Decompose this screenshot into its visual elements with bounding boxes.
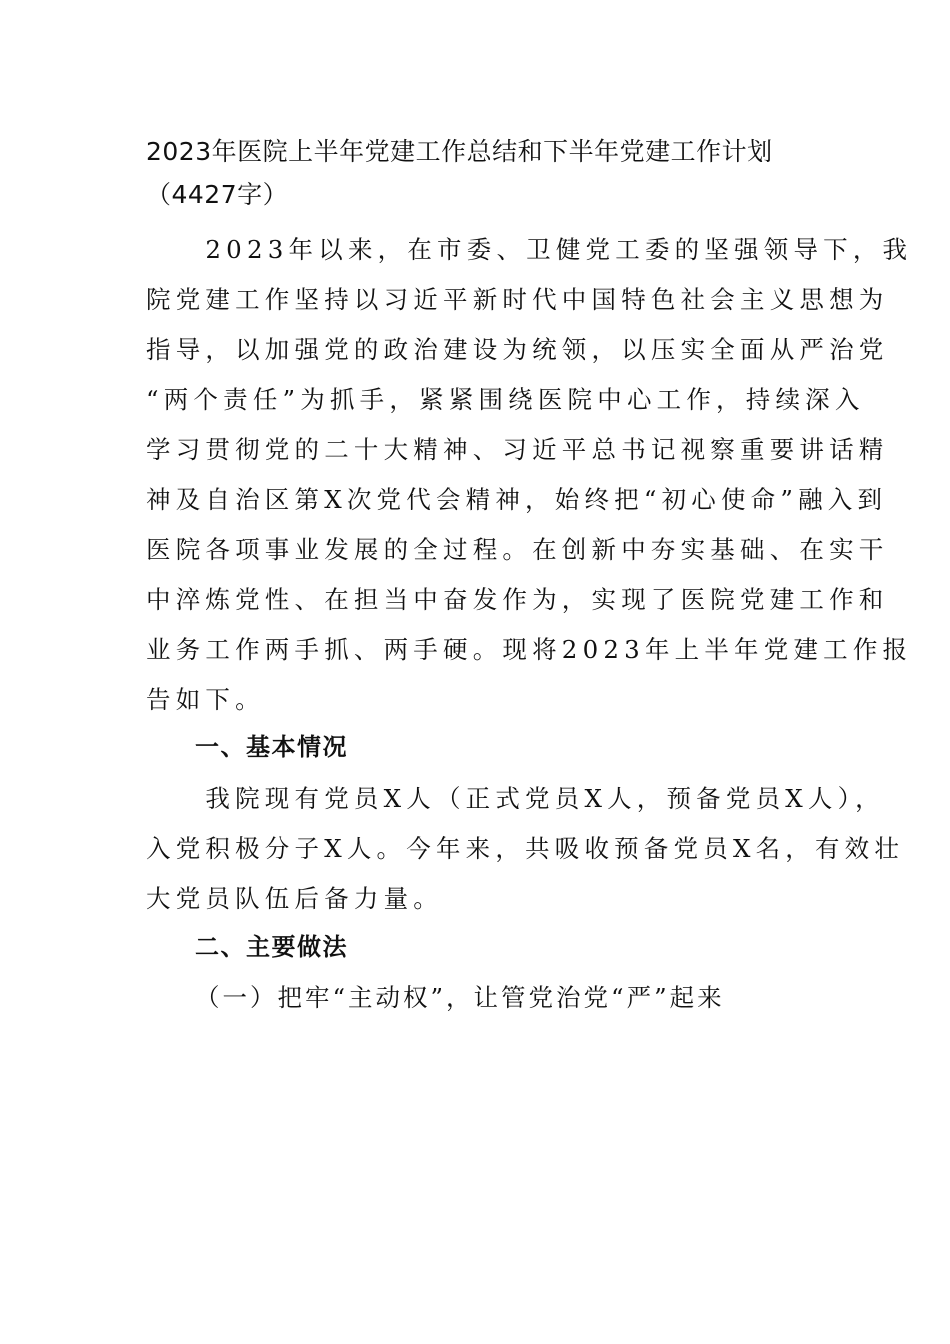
intro-line: 2023年以来，在市委、卫健党工委的坚强领导下，我 <box>146 235 913 264</box>
document-title <box>146 130 816 216</box>
intro-line: 学习贯彻党的二十大精神、习近平总书记视察重要讲话精 <box>146 435 889 464</box>
intro-line: 中淬炼党性、在担当中奋发作为，实现了医院党建工作和 <box>146 585 889 614</box>
intro-line: 医院各项事业发展的全过程。在创新中夯实基础、在实干 <box>146 535 889 564</box>
intro-line: 神及自治区第X次党代会精神，始终把“初心使命”融入到 <box>146 485 888 514</box>
intro-line: 院党建工作坚持以习近平新时代中国特色社会主义思想为 <box>146 285 889 314</box>
section-heading-main-practices: 二、主要做法 <box>195 933 348 961</box>
intro-line: “两个责任”为抓手，紧紧围绕医院中心工作，持续深入 <box>146 385 865 414</box>
basic-info-line: 大党员队伍后备力量。 <box>146 884 443 913</box>
title-line-1: 2023年医院上半年党建工作总结和下半年党建工作计划 <box>146 137 773 166</box>
intro-line: 告如下。 <box>146 685 265 714</box>
section-heading-basic-info: 一、基本情况 <box>195 733 348 761</box>
intro-line: 业务工作两手抓、两手硬。现将2023年上半年党建工作报 <box>146 635 913 664</box>
title-line-2: （4427字） <box>146 180 289 209</box>
intro-paragraph <box>146 225 913 725</box>
basic-info-line: 入党积极分子X人。今年来，共吸收预备党员X名，有效壮 <box>146 834 905 863</box>
subsection-heading-1: （一）把牢“主动权”，让管党治党“严”起来 <box>195 983 725 1012</box>
basic-info-line: 我院现有党员X人（正式党员X人，预备党员X人）， <box>146 784 885 813</box>
intro-line: 指导，以加强党的政治建设为统领，以压实全面从严治党 <box>146 335 889 364</box>
basic-info-paragraph <box>146 774 905 924</box>
